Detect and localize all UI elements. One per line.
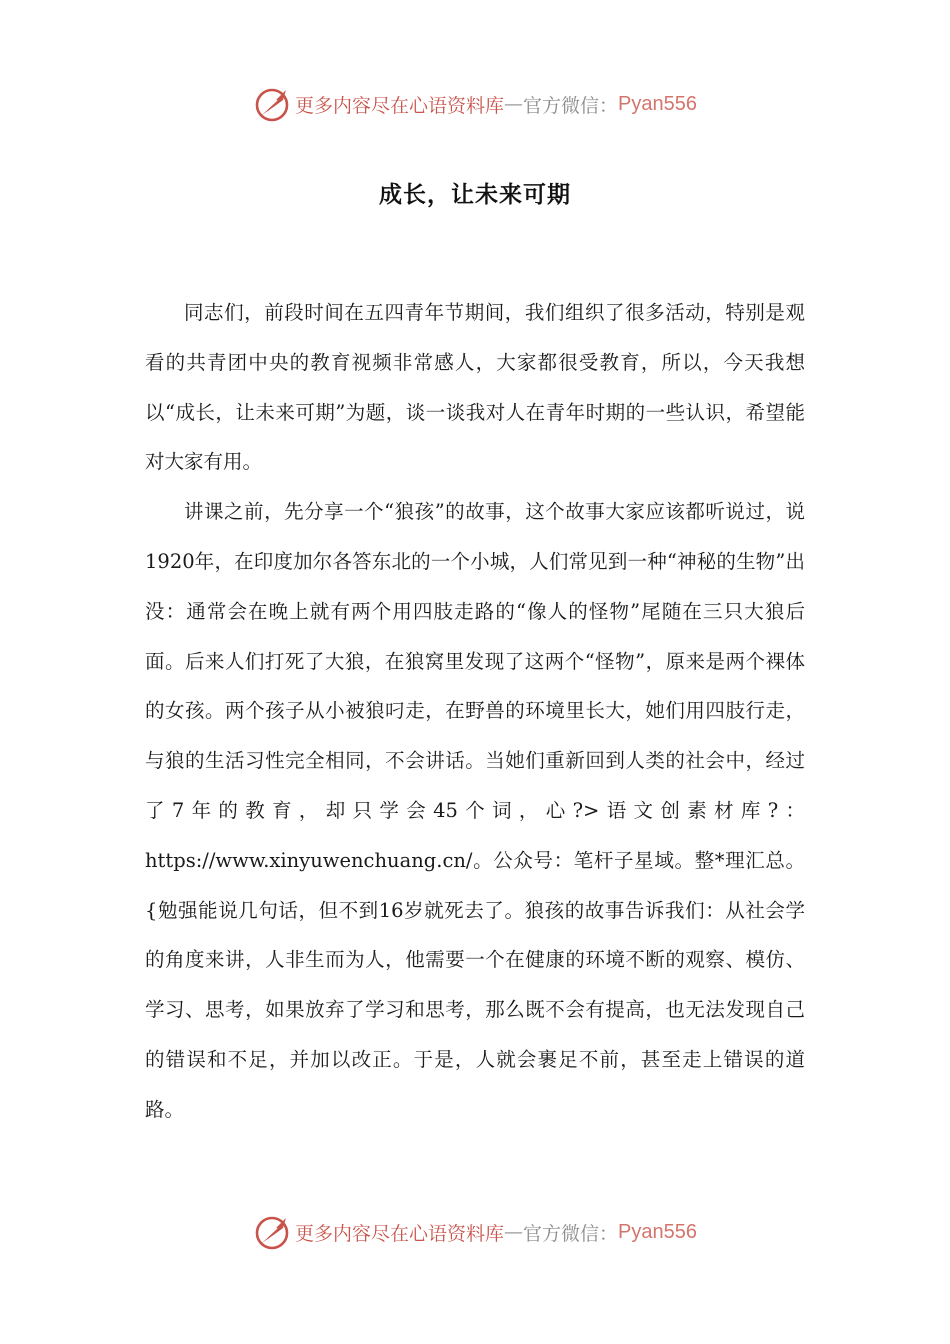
footer-banner-text: 更多内容尽在心语资料库 [295, 1222, 505, 1245]
quill-logo-icon [253, 84, 293, 124]
banner-wechat-id: Pyan556 [618, 92, 697, 115]
banner-text: 更多内容尽在心语资料库 [295, 94, 505, 117]
banner-wechat-label: 官方微信： [523, 94, 619, 117]
footer-banner-wechat-label: 官方微信： [523, 1222, 619, 1245]
quill-logo-icon [253, 1212, 293, 1252]
paragraph-2: 讲课之前，先分享一个“狼孩”的故事，这个故事大家应该都听说过，说1920年，在印度加尔各答东北的一个小城，人们常见到一种“神秘的生物”出没：通常会在晚上就有两个用四肢走路的“像人的怪物”尾随在三只大狼后面。后来人们打死了大狼，在狼窝里发现了这两个“怪物”，原来是两个裸体的女孩。两个孩子从小被狼叼走，在野兽的环境里长大，她们用四肢行走，与狼的生活习性完全相同，不会讲话。当她们重新回到人类的社会中，经过了7年的教育，却只学会45个词，心?>语文创素材库?：https://www.xinyuwenchuang.cn/。公众号：笔杆子星域。整*理汇总。{勉强能说几句话，但不到16岁就死去了。狼孩的故事告诉我们：从社会学的角度来讲，人非生而为人，他需要一个在健康的环境不断的观察、模仿、学习、思考，如果放弃了学习和思考，那么既不会有提高，也无法发现自己的错误和不足，并加以改正。于是，人就会裹足不前，甚至走上错误的道路。 [145, 500, 805, 1121]
document-body [145, 288, 805, 1135]
footer-banner-wechat-id: Pyan556 [618, 1220, 697, 1243]
header-banner [0, 82, 950, 126]
document-title: 成长，让未来可期 [379, 182, 571, 208]
footer-banner-separator: — [504, 1221, 524, 1243]
banner-separator: — [504, 93, 524, 115]
paragraph-1: 同志们，前段时间在五四青年节期间，我们组织了很多活动，特别是观看的共青团中央的教育视频非常感人，大家都很受教育，所以，今天我想以“成长，让未来可期”为题，谈一谈我对人在青年时期的一些认识，希望能对大家有用。 [145, 301, 805, 474]
footer-banner [0, 1210, 950, 1254]
